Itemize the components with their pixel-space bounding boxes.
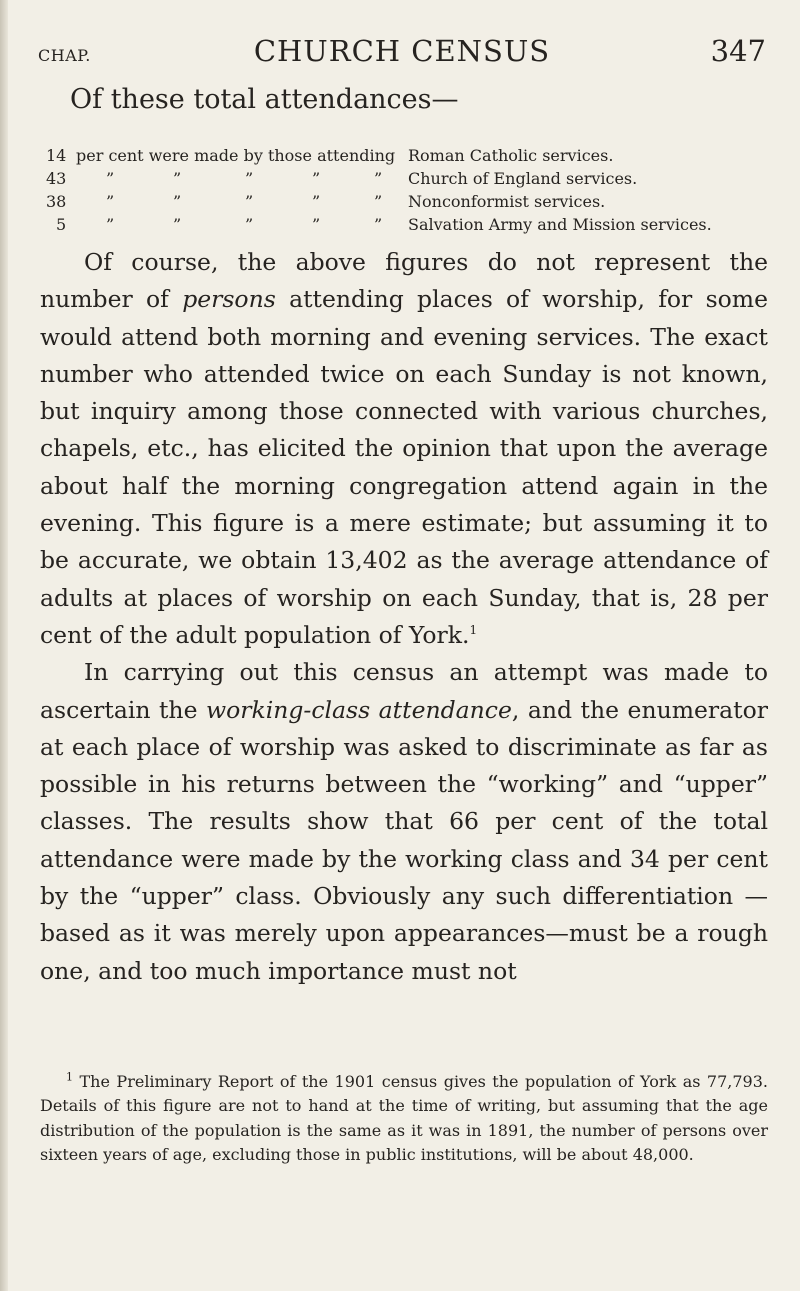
stat-description: Church of England services.: [408, 169, 638, 188]
ditto-mark: ”: [312, 192, 321, 211]
ditto-mark: ”: [245, 169, 254, 188]
footnote: [40, 1070, 768, 1168]
stat-description: Nonconformist services.: [408, 192, 606, 211]
footnote-reference[interactable]: 1: [469, 623, 478, 638]
stat-percent: 5: [56, 215, 67, 234]
page-number: 347: [710, 34, 766, 68]
stat-row: [46, 190, 786, 213]
attendance-breakdown: [46, 144, 786, 236]
footnote-text: The Preliminary Report of the 1901 census gives the population of York as 77,793. Details of this figure are not to hand at the time of writing, but assuming that the age distribution of the population is the same as it was in 1891, the number of persons over sixteen years of age, excluding those in public institutions, will be about 48,000.: [40, 1072, 768, 1165]
stat-row: [46, 144, 786, 167]
page-header: [38, 34, 766, 74]
emphasis: working-class attendance: [205, 695, 512, 724]
ditto-mark: ”: [173, 215, 182, 234]
ditto-mark: ”: [173, 192, 182, 211]
main-text: [40, 244, 768, 990]
ditto-mark: ”: [106, 169, 115, 188]
ditto-mark: ”: [374, 169, 383, 188]
emphasis: persons: [182, 285, 276, 314]
running-title: CHURCH CENSUS: [253, 34, 551, 68]
stat-percent: 38: [46, 192, 67, 211]
footnote-marker: 1: [66, 1070, 73, 1084]
ditto-mark: ”: [245, 192, 254, 211]
ditto-mark: ”: [312, 169, 321, 188]
text-run: attending places of worship, for some would attend both morning and evening services. The exact number who attended twice on each Sunday is not known, but inquiry among those connected with various churches, chapels, etc., has elicited the opinion that upon the average about half the morning congregation attend again in the evening. This figure is a mere estimate; but assuming it to be accurate, we obtain 13,402 as the average attendance of adults at places of worship on each Sunday, that is, 28 per cent of the adult population of York.: [40, 285, 768, 649]
intro-line: Of these total attendances—: [70, 84, 459, 115]
ditto-mark: ”: [374, 215, 383, 234]
stat-percent: 43: [46, 169, 67, 188]
ditto-mark: ”: [374, 192, 383, 211]
text-run: In carrying out this census an attempt was made to ascertain the: [40, 658, 768, 724]
stat-row: [46, 167, 786, 190]
paragraph: [40, 654, 768, 990]
stat-percent: 14: [46, 146, 67, 165]
chapter-label: CHAP.: [38, 46, 91, 65]
ditto-mark: ”: [106, 192, 115, 211]
text-run: Of course, the above figures do not represent the number of: [40, 248, 768, 314]
page-edge-shadow: [0, 0, 8, 1291]
ditto-mark: ”: [173, 169, 182, 188]
paragraph: [40, 244, 768, 654]
stat-description: Roman Catholic services.: [408, 146, 614, 165]
stat-row: [46, 213, 786, 236]
stat-lead-text: per cent were made by those attending: [76, 146, 396, 165]
ditto-mark: ”: [106, 215, 115, 234]
ditto-mark: ”: [312, 215, 321, 234]
stat-description: Salvation Army and Mission services.: [408, 215, 712, 234]
text-run: , and the enumerator at each place of worship was asked to discriminate as far as possible in his returns between the “working” and “upper” classes. The results show that 66 per cent of the total attendance were made by the working class and 34 per cent by the “upper” class. Obviously any such differentiation —based as it was merely upon appearances—must be a rough one, and too much importance must not: [40, 695, 768, 985]
ditto-mark: ”: [245, 215, 254, 234]
